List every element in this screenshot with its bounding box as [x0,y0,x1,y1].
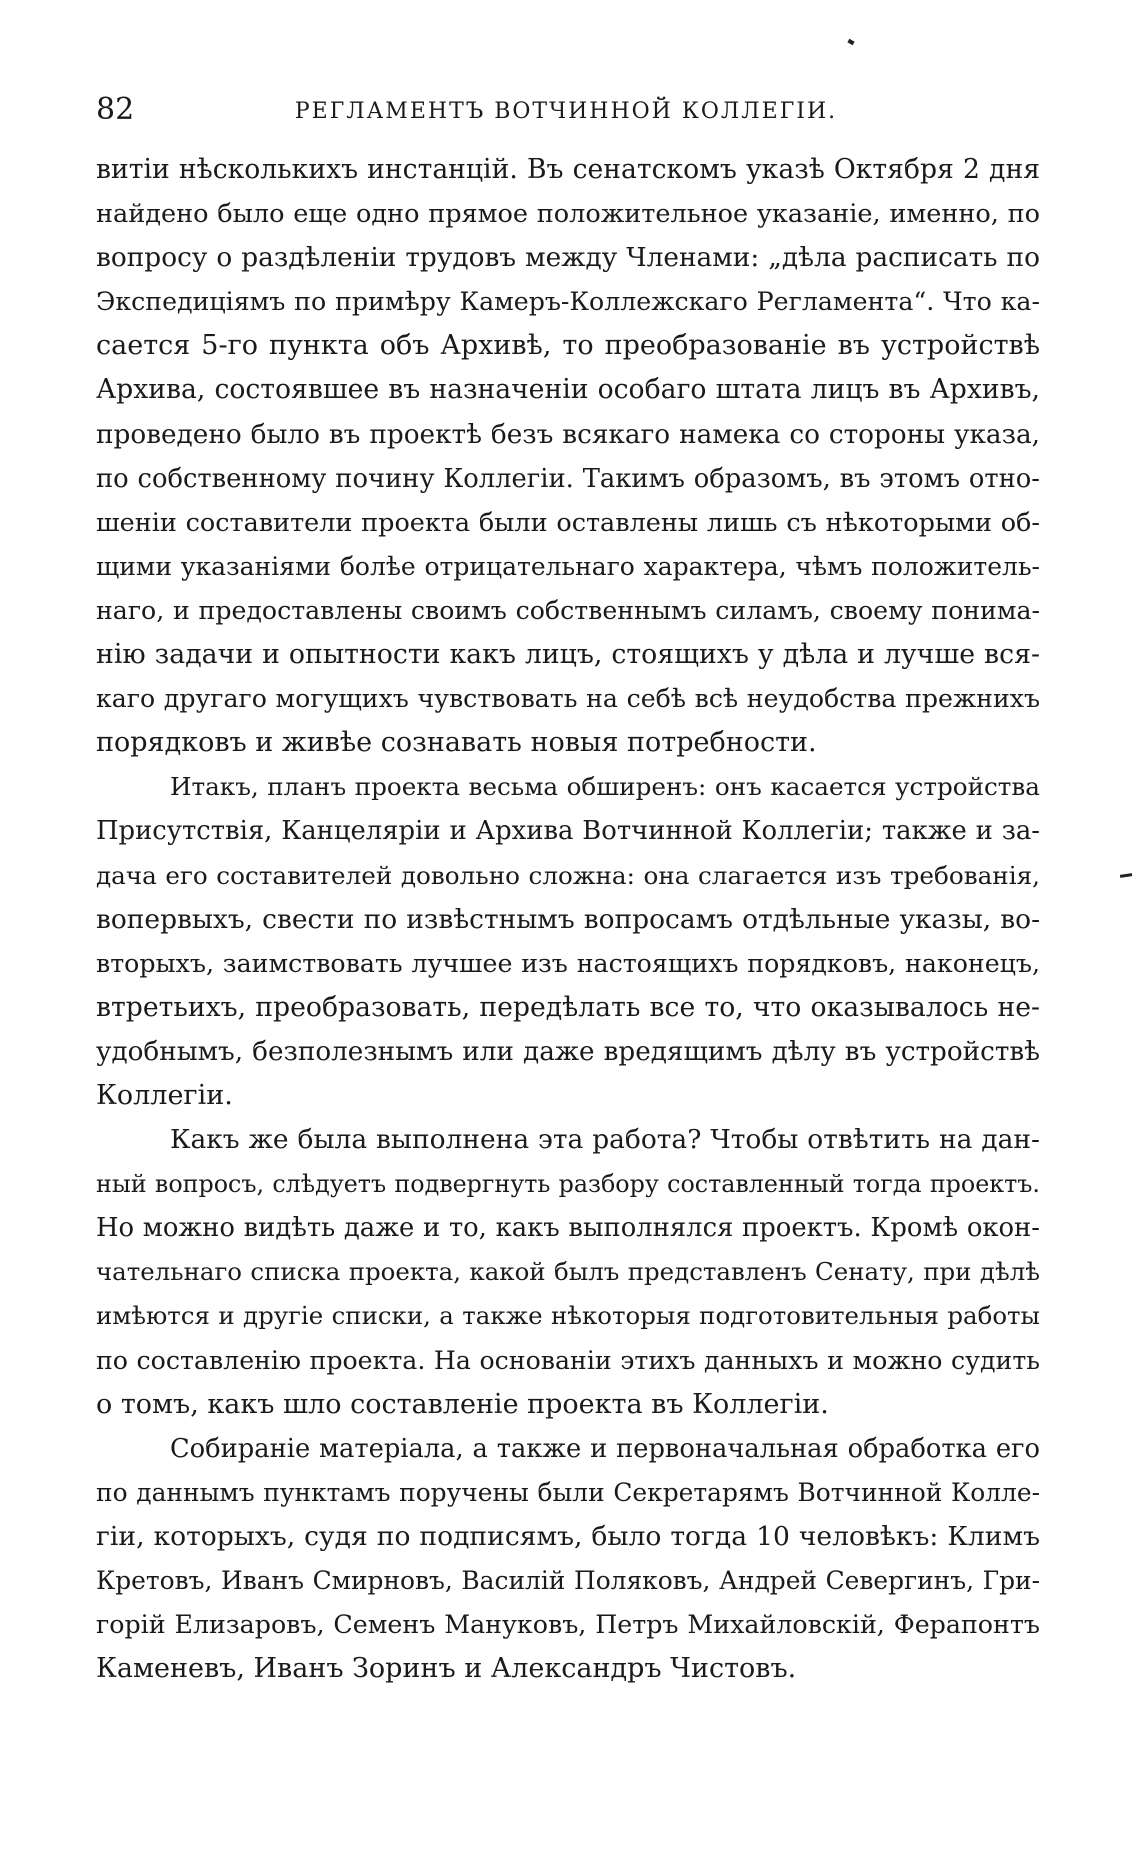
text-line: гіи, которыхъ, судя по подписямъ, было тогда 10 человѣкъ: Климъ [96,1520,1040,1552]
text-line: Какъ же была выполнена эта работа? Чтобы отвѣтить на дан- [170,1124,1040,1156]
paragraph [96,148,1040,765]
paragraph [96,1118,1040,1427]
text-line: Но можно видѣть даже и то, какъ выполнялся проектъ. Кромѣ окон- [96,1213,1040,1244]
text-line: вопервыхъ, свести по извѣстнымъ вопросамъ отдѣльные указы, во- [96,903,1040,935]
paragraph [96,765,1040,1118]
text-line: щими указаніями болѣе отрицательнаго характера, чѣмъ положитель- [96,551,1040,581]
print-speck [1120,873,1132,878]
text-line: удобнымъ, безполезнымъ или даже вредящимъ дѣлу въ устройствѣ [96,1036,1040,1067]
text-line: найдено было еще одно прямое положительное указаніе, именно, по [96,199,1040,230]
paragraph [96,1427,1040,1692]
text-line: по собственному почину Коллегіи. Такимъ образомъ, въ этомъ отно- [96,463,1040,494]
text-line: по составленію проекта. На основаніи этихъ данныхъ и можно судить [96,1345,1040,1375]
text-line: Собираніе матеріала, а также и первоначальная обработка его [170,1433,1040,1464]
text-line: вопросу о раздѣленіи трудовъ между Членами: „дѣла расписать по [96,243,1040,274]
text-line: сается 5-го пункта объ Архивѣ, то преобразованіе въ устройствѣ [96,330,1040,362]
text-line: Каменевъ, Иванъ Зоринъ и Александръ Чистовъ. [96,1653,797,1685]
text-line: дача его составителей довольно сложна: она слагается изъ требованія, [96,860,1040,890]
text-line: каго другаго могущихъ чувствовать на себѣ всѣ неудобства прежнихъ [96,684,1040,714]
text-line: Архива, состоявшее въ назначеніи особаго штата лицъ въ Архивъ, [96,374,1040,406]
text-line: втретьихъ, преобразовать, передѣлать все то, что оказывалось не- [96,991,1040,1023]
text-line: проведено было въ проектѣ безъ всякаго намека со стороны указа, [96,419,1040,450]
running-title: РЕГЛАМЕНТЪ ВОТЧИННОЙ КОЛЛЕГІИ. [294,99,838,124]
text-line: горій Елизаровъ, Семенъ Мануковъ, Петръ Михайловскій, Ферапонтъ [96,1610,1040,1640]
body-text [96,148,1040,1691]
print-speck [847,39,854,45]
text-line: витіи нѣсколькихъ инстанцій. Въ сенатскомъ указѣ Октября 2 дня [96,154,1040,185]
text-line: Коллегіи. [96,1079,233,1111]
text-line: ный вопросъ, слѣдуетъ подвергнуть разбору составленный тогда проектъ. [96,1170,1040,1199]
page-number: 82 [96,92,135,127]
text-line: по даннымъ пунктамъ поручены были Секретарямъ Вотчинной Колле- [96,1477,1040,1507]
text-line: имѣются и другіе списки, а также нѣкоторыя подготовительныя работы [96,1301,1040,1331]
text-line: нію задачи и опытности какъ лицъ, стоящихъ у дѣла и лучше вся- [96,639,1040,671]
text-line: Кретовъ, Иванъ Смирновъ, Василій Поляковъ, Андрей Севергинъ, Гри- [96,1566,1040,1595]
text-line: вторыхъ, заимствовать лучшее изъ настоящихъ порядковъ, наконецъ, [96,948,1040,978]
text-line: Итакъ, планъ проекта весьма обширенъ: онъ касается устройства [170,772,1040,802]
text-line: чательнаго списка проекта, какой былъ представленъ Сенату, при дѣлѣ [96,1257,1040,1287]
text-line: о томъ, какъ шло составленіе проекта въ Коллегіи. [96,1388,829,1420]
text-line: порядковъ и живѣе сознавать новыя потребности. [96,727,817,759]
page-header [96,92,1036,128]
text-line: Присутствія, Канцеляріи и Архива Вотчинной Коллегіи; также и за- [96,816,1040,847]
text-line: наго, и предоставлены своимъ собственнымъ силамъ, своему понима- [96,595,1040,625]
text-line: шеніи составители проекта были оставлены лишь съ нѣкоторыми об- [96,507,1040,538]
text-line: Экспедиціямъ по примѣру Камеръ-Коллежскаго Регламента“. Что ка- [96,287,1040,317]
